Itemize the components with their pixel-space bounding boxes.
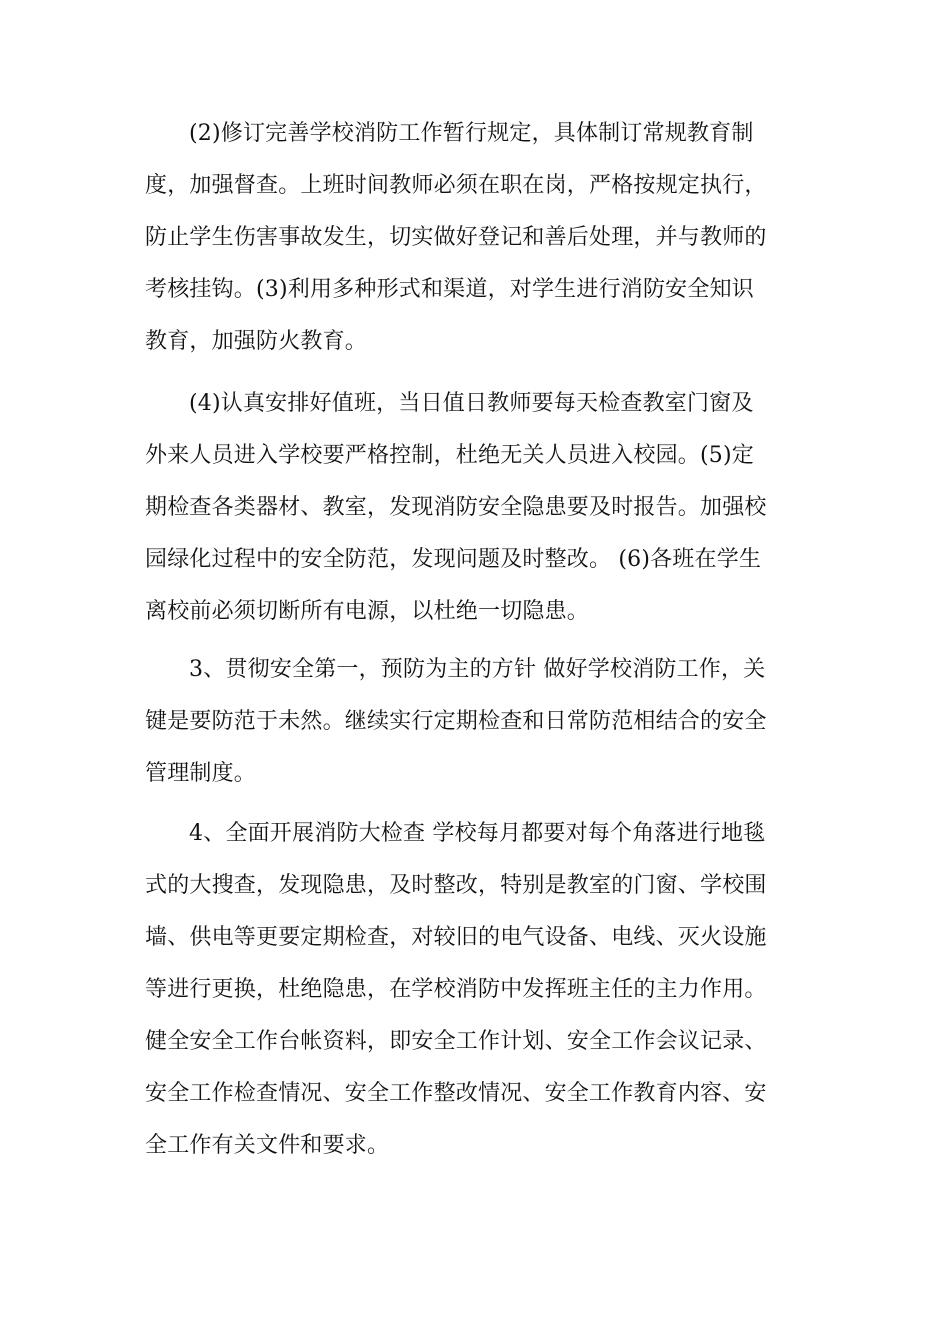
text-line: 等进行更换，杜绝隐患，在学校消防中发挥班主任的主力作用。 [145, 977, 767, 1002]
text-line: 离校前必须切断所有电源，以杜绝一切隐患。 [145, 599, 590, 624]
paragraph-2-3 [145, 108, 810, 368]
text-line: 园绿化过程中的安全防范，发现问题及时整改。 (6)各班在学生 [145, 547, 762, 572]
text-line: (4)认真安排好值班，当日值日教师要每天检查教室门窗及 [189, 391, 754, 416]
text-line: 考核挂钩。(3)利用多种形式和渠道，对学生进行消防安全知识 [145, 277, 754, 302]
text-line: 防止学生伤害事故发生，切实做好登记和善后处理，并与教师的 [145, 225, 767, 250]
paragraph-4-6 [145, 378, 810, 638]
text-line: 教育，加强防火教育。 [145, 329, 368, 354]
text-line: 全工作有关文件和要求。 [145, 1133, 390, 1158]
paragraph-section-4 [145, 808, 810, 1172]
text-line: 安全工作检查情况、安全工作整改情况、安全工作教育内容、安 [145, 1081, 767, 1106]
text-line: 墙、供电等更要定期检查，对较旧的电气设备、电线、灭火设施 [145, 925, 767, 950]
text-line: 式的大搜查，发现隐患，及时整改，特别是教室的门窗、学校围 [145, 873, 767, 898]
text-line: 键是要防范于未然。继续实行定期检查和日常防范相结合的安全 [145, 709, 767, 734]
text-line: 期检查各类器材、教室，发现消防安全隐患要及时报告。加强校 [145, 495, 767, 520]
text-line: 管理制度。 [145, 761, 257, 786]
text-line: 外来人员进入学校要严格控制，杜绝无关人员进入校园。(5)定 [145, 443, 754, 468]
text-line: 4、全面开展消防大检查 学校每月都要对每个角落进行地毯 [189, 821, 766, 846]
text-line: 健全安全工作台帐资料，即安全工作计划、安全工作会议记录、 [145, 1029, 767, 1054]
paragraph-section-3 [145, 644, 810, 800]
text-line: (2)修订完善学校消防工作暂行规定，具体制订常规教育制 [189, 121, 754, 146]
text-line: 3、贯彻安全第一，预防为主的方针 做好学校消防工作，关 [189, 657, 766, 682]
text-line: 度，加强督查。上班时间教师必须在职在岗，严格按规定执行， [145, 173, 767, 198]
